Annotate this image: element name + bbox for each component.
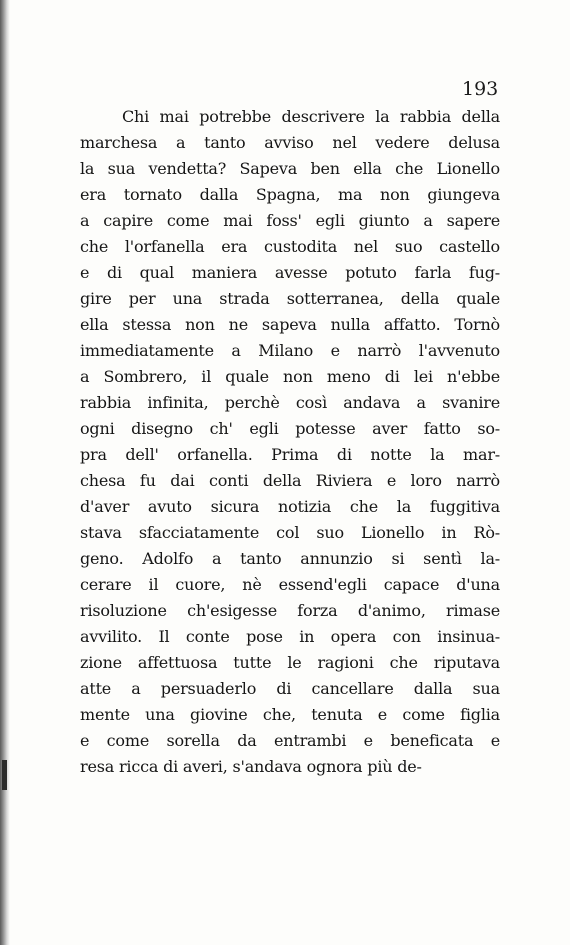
text-line: cerare il cuore, nè essend'egli capace d'una <box>80 575 500 594</box>
text-line: ogni disegno ch' egli potesse aver fatto so- <box>80 419 500 438</box>
text-line: atte a persuaderlo di cancellare dalla sua <box>80 679 500 698</box>
text-line: immediatamente a Milano e narrò l'avvenuto <box>80 341 500 360</box>
text-line: mente una giovine che, tenuta e come figlia <box>80 705 500 724</box>
text-line: a Sombrero, il quale non meno di lei n'ebbe <box>80 367 500 386</box>
gutter-mark <box>2 760 7 790</box>
text-line: e di qual maniera avesse potuto farla fug- <box>80 263 500 282</box>
text-line: a capire come mai foss' egli giunto a sapere <box>80 211 500 230</box>
text-line: era tornato dalla Spagna, ma non giungeva <box>80 185 500 204</box>
text-line: la sua vendetta? Sapeva ben ella che Lionello <box>80 159 500 178</box>
text-line: gire per una strada sotterranea, della quale <box>80 289 500 308</box>
page-number: 193 <box>462 78 499 100</box>
text-line: risoluzione ch'esigesse forza d'animo, rimase <box>80 601 500 620</box>
text-line: avvilito. Il conte pose in opera con insinua- <box>80 627 500 646</box>
text-line: chesa fu dai conti della Riviera e loro narrò <box>80 471 500 490</box>
body-text <box>80 104 500 780</box>
text-line: pra dell' orfanella. Prima di notte la mar- <box>80 445 500 464</box>
text-line: stava sfacciatamente col suo Lionello in Rò- <box>80 523 500 542</box>
text-line: ella stessa non ne sapeva nulla affatto. Tornò <box>80 315 500 334</box>
text-line: zione affettuosa tutte le ragioni che riputava <box>80 653 500 672</box>
book-spine-edge <box>0 0 10 945</box>
text-line: resa ricca di averi, s'andava ognora più de- <box>80 757 422 776</box>
text-line: geno. Adolfo a tanto annunzio si sentì la- <box>80 549 500 568</box>
text-line: d'aver avuto sicura notizia che la fuggitiva <box>80 497 500 516</box>
text-line: marchesa a tanto avviso nel vedere delusa <box>80 133 500 152</box>
text-line: rabbia infinita, perchè così andava a svanire <box>80 393 500 412</box>
text-line: Chi mai potrebbe descrivere la rabbia della <box>122 107 500 126</box>
text-line: e come sorella da entrambi e beneficata e <box>80 731 500 750</box>
text-line: che l'orfanella era custodita nel suo castello <box>80 237 500 256</box>
